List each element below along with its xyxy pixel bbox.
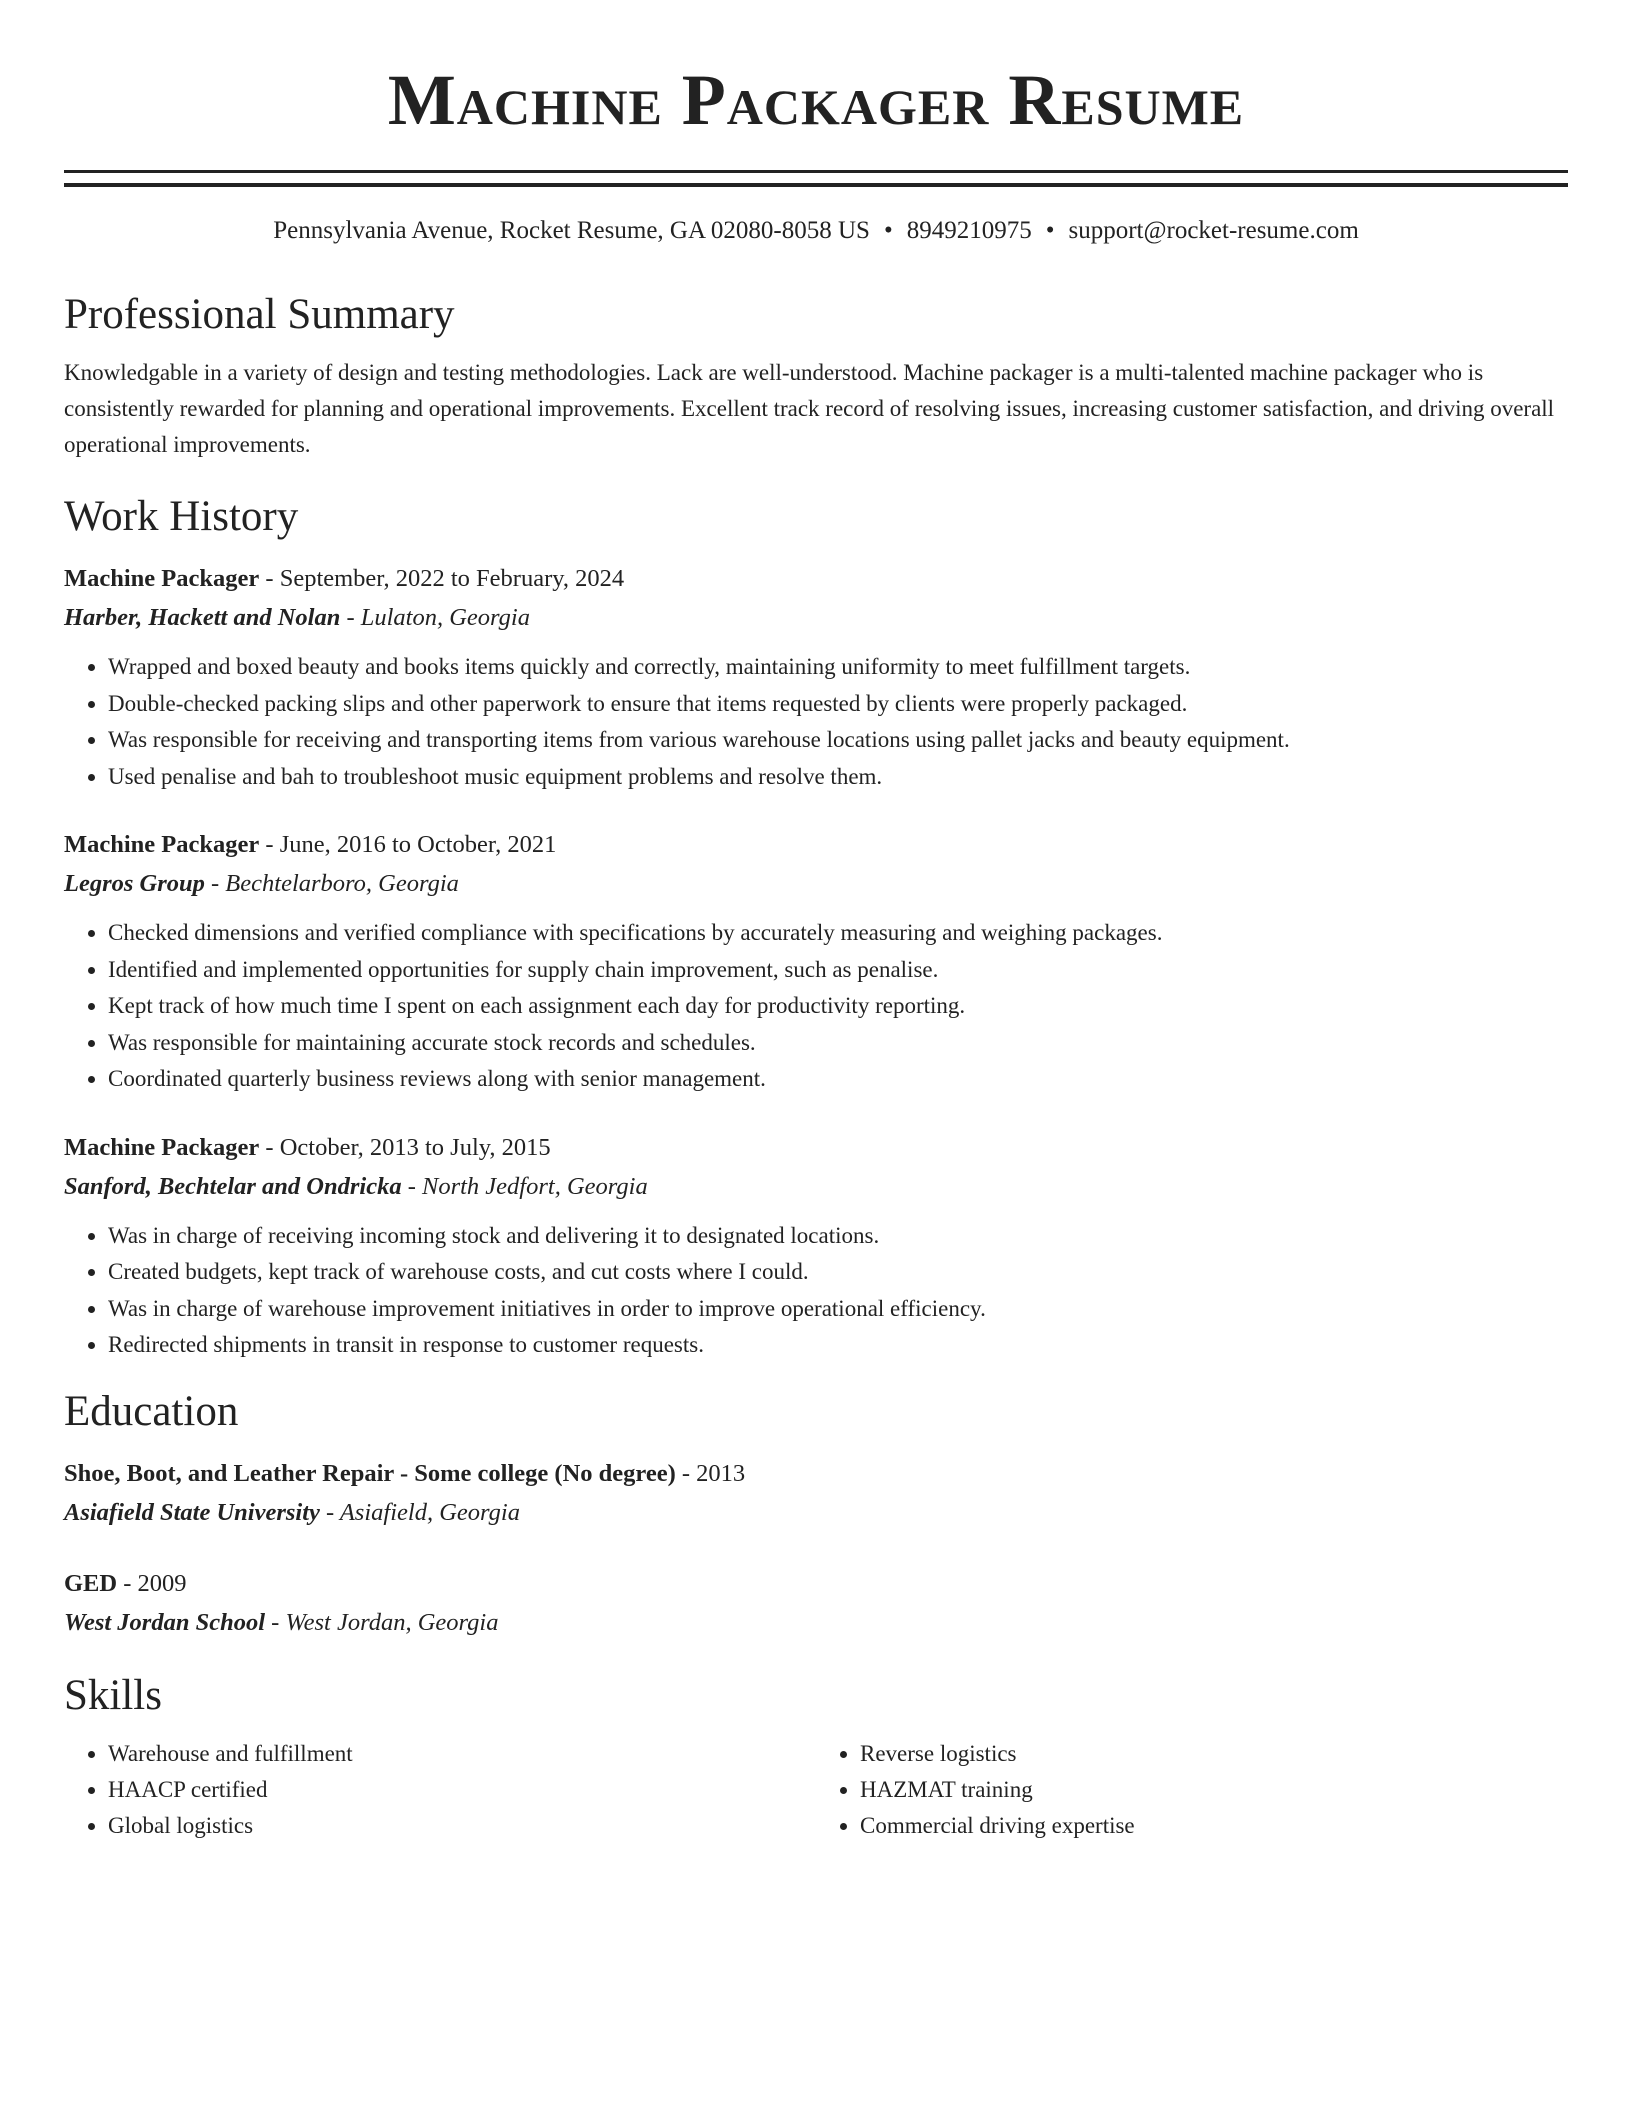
contact-address: Pennsylvania Avenue, Rocket Resume, GA 02080-8058 US [273,217,870,244]
graduation-year: - 2009 [117,1569,187,1597]
job-entry [64,1128,1568,1364]
contact-line [64,215,1568,247]
skills-column-left [64,1736,816,1844]
skill-item: • Reverse logistics [860,1736,1568,1772]
job-duty-item: • Used penalise and bah to troubleshoot music equipment problems and resolve them. [108,759,1568,796]
work-history-heading: Work History [64,493,299,540]
education-school [64,1604,1568,1642]
skills-list [64,1736,1568,1844]
contact-phone: 8949210975 [906,217,1032,244]
education-school [64,1494,1568,1532]
contact-separator: • [883,217,893,244]
job-duty-item: • Kept track of how much time I spent on each assignment each day for productivity reporting. [108,988,1568,1025]
graduation-year: - 2013 [675,1459,746,1487]
company-location: - Lulaton, Georgia [340,604,530,631]
education-entry [64,1454,1568,1532]
contact-separator: • [1045,217,1055,244]
job-duties [64,915,1568,1098]
company-name: Harber, Hackett and Nolan [64,604,341,631]
job-duty-item: • Was responsible for receiving and transporting items from various warehouse locations using pallet jacks and beauty equipment. [108,722,1568,759]
skills-heading: Skills [64,1671,162,1719]
summary-heading: Professional Summary [64,291,455,338]
job-header [64,825,1568,865]
skill-item: • Warehouse and fulfillment [108,1736,816,1772]
job-duty-item: • Coordinated quarterly business reviews along with senior management. [108,1061,1568,1098]
job-employer [64,599,1568,637]
title-divider [64,170,1568,187]
skill-item: • HAACP certified [108,1772,816,1808]
job-header [64,559,1568,599]
job-duty-item: • Identified and implemented opportunities for supply chain improvement, such as penalise. [108,952,1568,989]
job-title: Machine Packager [64,565,260,592]
skill-item: • Global logistics [108,1808,816,1844]
job-dates: - October, 2013 to July, 2015 [259,1133,551,1161]
page-title: Machine Packager Resume [387,60,1245,140]
job-duty-item: • Redirected shipments in transit in response to customer requests. [108,1327,1568,1364]
job-entry [64,825,1568,1098]
company-location: - North Jedfort, Georgia [401,1172,648,1200]
job-employer [64,865,1568,903]
skills-column-right [816,1736,1568,1844]
contact-email: support@rocket-resume.com [1068,217,1359,244]
education-heading: Education [64,1387,239,1435]
school-location: - West Jordan, Georgia [265,1608,499,1636]
job-duty-item: • Wrapped and boxed beauty and books items quickly and correctly, maintaining uniformity to meet fulfillment targets. [108,649,1568,686]
company-name: Legros Group [64,870,205,897]
company-name: Sanford, Bechtelar and Ondricka [64,1172,402,1200]
job-duty-item: • Double-checked packing slips and other paperwork to ensure that items requested by clients were properly packaged. [108,686,1568,723]
summary-text: Knowledgable in a variety of design and testing methodologies. Lack are well-understood. Machine packager is a multi-talented machine packager who is consistently rewarded for planning and operational improvements. Excellent track record of resolving issues, increasing customer satisfaction, and driving overall operational improvements. [64,360,1555,457]
job-duty-item: • Was in charge of receiving incoming stock and delivering it to designated locations. [108,1218,1568,1255]
school-name: Asiafield State University [64,1498,320,1526]
skill-item: • Commercial driving expertise [860,1808,1568,1844]
job-duty-item: • Created budgets, kept track of warehouse costs, and cut costs where I could. [108,1254,1568,1291]
job-entry [64,559,1568,795]
skill-item: • HAZMAT training [860,1772,1568,1808]
job-duty-item: • Was in charge of warehouse improvement initiatives in order to improve operational efficiency. [108,1291,1568,1328]
work-history-list [64,559,1568,1364]
job-duty-item: • Was responsible for maintaining accurate stock records and schedules. [108,1025,1568,1062]
education-header [64,1454,1568,1494]
job-duty-item: • Checked dimensions and verified compliance with specifications by accurately measuring and weighing packages. [108,915,1568,952]
school-name: West Jordan School [64,1608,266,1636]
job-duties [64,1218,1568,1364]
job-employer [64,1168,1568,1206]
job-title: Machine Packager [64,1133,260,1161]
education-header [64,1564,1568,1604]
degree-name: Shoe, Boot, and Leather Repair - Some college (No degree) [64,1459,676,1487]
company-location: - Bechtelarboro, Georgia [204,870,459,897]
job-dates: - June, 2016 to October, 2021 [259,831,557,858]
job-duties [64,649,1568,795]
job-header [64,1128,1568,1168]
education-list [64,1454,1568,1642]
job-title: Machine Packager [64,831,260,858]
school-location: - Asiafield, Georgia [319,1498,520,1526]
job-dates: - September, 2022 to February, 2024 [259,565,625,592]
education-entry [64,1564,1568,1642]
degree-name: GED [64,1569,118,1597]
